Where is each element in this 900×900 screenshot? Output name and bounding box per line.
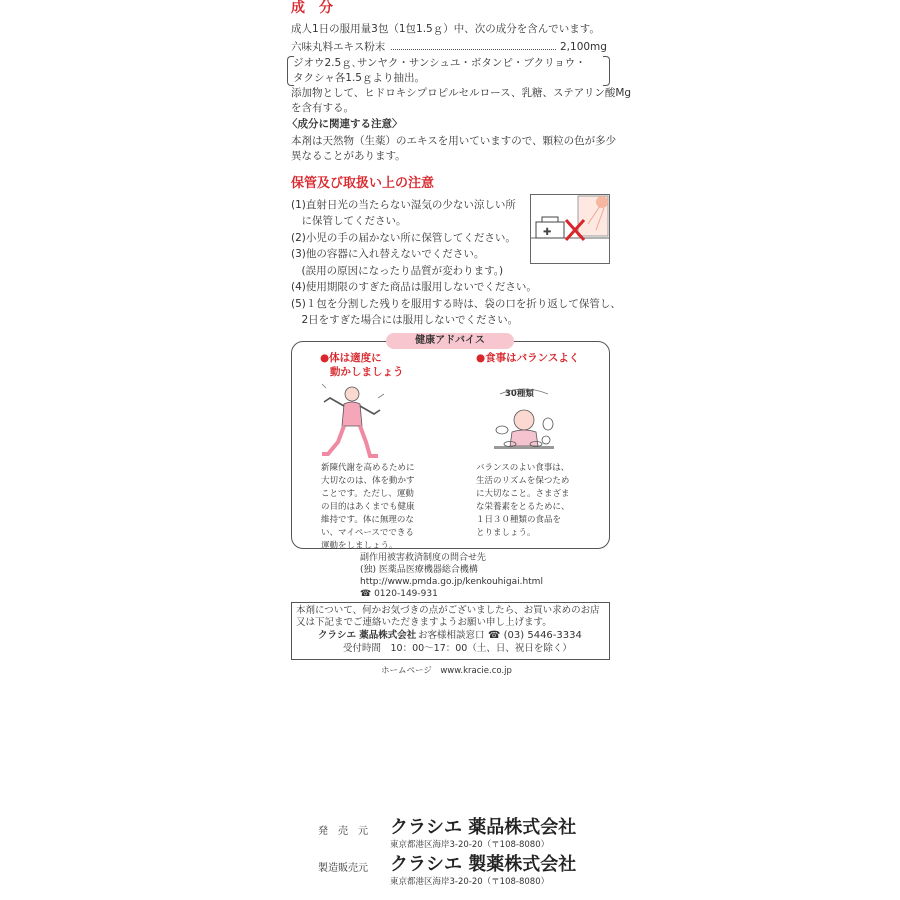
storage-line: 2日をすぎた場合には服用しないでください。 [291,314,519,326]
advice-left-text: 維持です。体に無理のな [321,515,414,525]
advice-right-text: バランスのよい食事は、 [476,463,570,473]
advice-right-heading: ●食事はバランスよく [476,352,580,364]
advice-left-text: 大切なのは、体を動かす [321,476,415,486]
advice-right-text: に大切なこと。さまざま [476,489,570,499]
advice-right-text: な栄養素をとるために、 [476,502,570,512]
advice-left-text: の目的はあくまでも健康 [321,502,415,512]
contact-line: 又は下記までご連絡いただきますようお願い申し上げます。 [296,617,552,628]
manufacturer-name: クラシエ 製薬株式会社 [390,854,577,875]
ingredients-note-heading: 〈成分に関連する注意〉 [287,118,403,130]
storage-line: (2)小児の手の届かない所に保管してください。 [291,232,516,244]
food-illustration [488,384,560,462]
bracket-right [603,56,610,86]
thirty-kinds-badge: 30種類 [505,389,534,399]
manufacturer-address: 東京都港区海岸3-20-20（〒108-8080） [390,877,550,887]
storage-line: (1)直射日光の当たらない湿気の少ない涼しい所 [291,199,516,211]
manufacturer-role: 製造販売元 [318,863,368,874]
homepage-link[interactable]: ホームページ www.kracie.co.jp [381,666,512,676]
ingredients-line: ジオウ2.5ｇ､サンヤク・サンシュユ・ボタンピ・ブクリョウ・ [293,57,586,69]
relief-phone: ☎ 0120-149-931 [360,589,438,599]
contact-desk: お客様相談窓口 [418,630,485,641]
advice-right-text: 生活のリズムを保つため [476,476,570,486]
contact-line: 本剤について、何かお気づきの点がございましたら、お買い求めのお店 [296,605,600,616]
publisher-name: クラシエ 薬品株式会社 [390,817,577,838]
exercise-illustration [318,384,388,462]
ingredients-title: 成 分 [291,0,333,16]
storage-title: 保管及び取扱い上の注意 [291,176,435,191]
relief-url[interactable]: http://www.pmda.go.jp/kenkouhigai.html [360,577,543,587]
leader-dots [391,49,556,50]
ingredients-line: タクシャ各1.5ｇより抽出。 [293,72,425,84]
advice-right-text: とりましょう。 [476,528,536,538]
ingredients-line: 添加物として、ヒドロキシプロピルセルロース、乳糖、ステアリン酸Mg [291,87,632,99]
relief-line: 副作用被害救済制度の問合せ先 [360,553,487,563]
advice-left-heading: 動かしましょう [330,366,404,378]
sunlight-storage-illustration [530,194,610,264]
storage-line: (3)他の容器に入れ替えないでください。 [291,248,485,260]
storage-line: (5)１包を分割した残りを服用する時は、袋の口を折り返して保管し、 [291,298,621,310]
storage-line: に保管してください。 [291,215,407,227]
ingredients-line: 六味丸料エキス粉末 [291,41,386,53]
publisher-role: 発 売 元 [318,826,368,837]
ingredients-line: を含有する。 [291,102,354,114]
relief-line: (独) 医薬品医療機器総合機構 [360,565,478,575]
contact-company: クラシエ 薬品株式会社 [318,630,417,641]
publisher-address: 東京都港区海岸3-20-20（〒108-8080） [390,840,550,850]
storage-line: (誤用の原因になったり品質が変わります。) [291,265,504,277]
advice-left-text: 新陳代謝を高めるために [321,463,415,473]
storage-line: (4)使用期限のすぎた商品は服用しないでください。 [291,281,537,293]
advice-left-text: い、マイペースでできる [321,528,414,538]
ingredients-note-line: 本剤は天然物（生薬）のエキスを用いていますので、顆粒の色が多少 [291,135,617,147]
contact-hours: 受付時間 10：00〜17：00（土、日、祝日を除く） [343,643,572,654]
advice-right-text: １日３０種類の食品を [476,515,562,525]
advice-left-heading: ●体は適度に [320,352,382,364]
ingredients-line: 成人1日の服用量3包（1包1.5ｇ）中、次の成分を含んでいます。 [291,23,600,35]
ingredients-amount: 2,100mg [560,41,607,53]
svg-text:✚: ✚ [543,227,552,238]
contact-phone: ☎ (03) 5446-3334 [488,630,582,641]
advice-left-text: ことです。ただし、運動 [321,489,414,499]
ingredients-note-line: 異なることがあります。 [291,150,406,162]
advice-left-text: 運動をしましょう。 [321,541,398,551]
advice-tab: 健康アドバイス [386,333,514,349]
